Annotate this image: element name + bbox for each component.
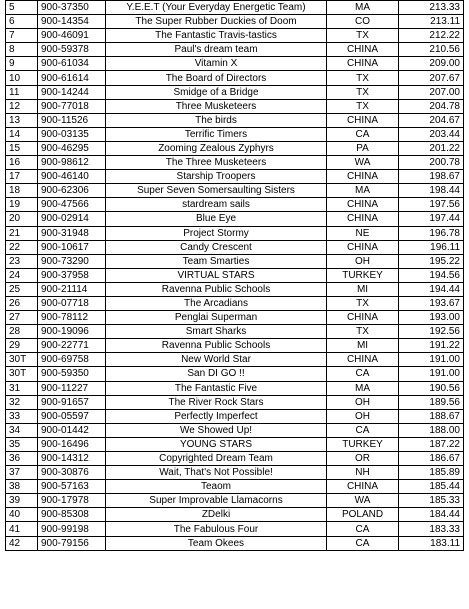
team-name-cell: Ravenna Public Schools — [106, 339, 327, 353]
location-cell: CHINA — [327, 353, 399, 367]
location-cell: MA — [327, 1, 399, 15]
rank-cell: 35 — [6, 437, 38, 451]
team-id-cell: 900-10617 — [38, 240, 106, 254]
rank-cell: 40 — [6, 508, 38, 522]
team-id-cell: 900-79156 — [38, 536, 106, 550]
score-cell: 204.78 — [399, 99, 464, 113]
location-cell: CHINA — [327, 113, 399, 127]
score-cell: 210.56 — [399, 43, 464, 57]
team-id-cell: 900-14312 — [38, 452, 106, 466]
team-id-cell: 900-69758 — [38, 353, 106, 367]
team-id-cell: 900-61034 — [38, 57, 106, 71]
team-id-cell: 900-16496 — [38, 437, 106, 451]
location-cell: TX — [327, 29, 399, 43]
location-cell: CO — [327, 15, 399, 29]
location-cell: TX — [327, 296, 399, 310]
team-name-cell: The Fantastic Travis-tastics — [106, 29, 327, 43]
location-cell: MA — [327, 184, 399, 198]
score-cell: 201.22 — [399, 141, 464, 155]
rank-cell: 37 — [6, 466, 38, 480]
score-cell: 197.44 — [399, 212, 464, 226]
table-row — [6, 325, 464, 339]
team-name-cell: The River Rock Stars — [106, 395, 327, 409]
team-id-cell: 900-37350 — [38, 1, 106, 15]
team-id-cell: 900-46140 — [38, 170, 106, 184]
score-cell: 195.22 — [399, 254, 464, 268]
location-cell: CHINA — [327, 240, 399, 254]
table-row — [6, 240, 464, 254]
rank-cell: 21 — [6, 226, 38, 240]
team-id-cell: 900-46295 — [38, 141, 106, 155]
team-id-cell: 900-61614 — [38, 71, 106, 85]
team-id-cell: 900-11227 — [38, 381, 106, 395]
rank-cell: 39 — [6, 494, 38, 508]
location-cell: PA — [327, 141, 399, 155]
team-id-cell: 900-85308 — [38, 508, 106, 522]
team-name-cell: Project Stormy — [106, 226, 327, 240]
team-id-cell: 900-91657 — [38, 395, 106, 409]
location-cell: WA — [327, 494, 399, 508]
table-row — [6, 71, 464, 85]
score-cell: 193.00 — [399, 311, 464, 325]
team-id-cell: 900-11526 — [38, 113, 106, 127]
team-name-cell: The Fantastic Five — [106, 381, 327, 395]
team-name-cell: stardream sails — [106, 198, 327, 212]
team-id-cell: 900-57163 — [38, 480, 106, 494]
table-row — [6, 212, 464, 226]
location-cell: CHINA — [327, 43, 399, 57]
team-name-cell: Vitamin X — [106, 57, 327, 71]
table-row — [6, 466, 464, 480]
team-name-cell: Ravenna Public Schools — [106, 282, 327, 296]
team-id-cell: 900-14354 — [38, 15, 106, 29]
team-name-cell: The Arcadians — [106, 296, 327, 310]
rank-cell: 30T — [6, 367, 38, 381]
team-id-cell: 900-47566 — [38, 198, 106, 212]
rank-cell: 12 — [6, 99, 38, 113]
table-row — [6, 57, 464, 71]
table-row — [6, 508, 464, 522]
rank-cell: 5 — [6, 1, 38, 15]
results-table-body — [6, 1, 464, 551]
table-row — [6, 170, 464, 184]
score-cell: 183.11 — [399, 536, 464, 550]
score-cell: 188.67 — [399, 409, 464, 423]
team-id-cell: 900-59378 — [38, 43, 106, 57]
score-cell: 200.78 — [399, 156, 464, 170]
team-id-cell: 900-03135 — [38, 127, 106, 141]
rank-cell: 17 — [6, 170, 38, 184]
team-name-cell: San DI GO !! — [106, 367, 327, 381]
score-cell: 191.00 — [399, 353, 464, 367]
score-cell: 185.33 — [399, 494, 464, 508]
location-cell: CHINA — [327, 212, 399, 226]
team-id-cell: 900-02914 — [38, 212, 106, 226]
score-cell: 189.56 — [399, 395, 464, 409]
table-row — [6, 268, 464, 282]
team-name-cell: Team Smarties — [106, 254, 327, 268]
team-id-cell: 900-01442 — [38, 423, 106, 437]
table-row — [6, 141, 464, 155]
team-id-cell: 900-62306 — [38, 184, 106, 198]
team-name-cell: Teaom — [106, 480, 327, 494]
rank-cell: 13 — [6, 113, 38, 127]
table-row — [6, 381, 464, 395]
table-row — [6, 437, 464, 451]
rank-cell: 18 — [6, 184, 38, 198]
location-cell: TX — [327, 85, 399, 99]
table-row — [6, 522, 464, 536]
location-cell: NE — [327, 226, 399, 240]
score-cell: 213.33 — [399, 1, 464, 15]
rank-cell: 36 — [6, 452, 38, 466]
team-name-cell: Super Improvable Llamacorns — [106, 494, 327, 508]
team-id-cell: 900-73290 — [38, 254, 106, 268]
score-cell: 188.00 — [399, 423, 464, 437]
table-row — [6, 127, 464, 141]
team-name-cell: Penglai Superman — [106, 311, 327, 325]
team-name-cell: We Showed Up! — [106, 423, 327, 437]
team-name-cell: The birds — [106, 113, 327, 127]
team-name-cell: Starship Troopers — [106, 170, 327, 184]
rank-cell: 8 — [6, 43, 38, 57]
team-name-cell: Wait, That's Not Possible! — [106, 466, 327, 480]
location-cell: MA — [327, 381, 399, 395]
score-cell: 209.00 — [399, 57, 464, 71]
location-cell: CHINA — [327, 480, 399, 494]
rank-cell: 9 — [6, 57, 38, 71]
score-cell: 203.44 — [399, 127, 464, 141]
location-cell: POLAND — [327, 508, 399, 522]
score-cell: 191.00 — [399, 367, 464, 381]
score-cell: 187.22 — [399, 437, 464, 451]
team-name-cell: Smidge of a Bridge — [106, 85, 327, 99]
rank-cell: 28 — [6, 325, 38, 339]
score-cell: 212.22 — [399, 29, 464, 43]
team-name-cell: VIRTUAL STARS — [106, 268, 327, 282]
score-cell: 192.56 — [399, 325, 464, 339]
rank-cell: 7 — [6, 29, 38, 43]
location-cell: OH — [327, 409, 399, 423]
rank-cell: 31 — [6, 381, 38, 395]
score-cell: 204.67 — [399, 113, 464, 127]
location-cell: OH — [327, 395, 399, 409]
rank-cell: 41 — [6, 522, 38, 536]
team-name-cell: YOUNG STARS — [106, 437, 327, 451]
rank-cell: 29 — [6, 339, 38, 353]
team-id-cell: 900-14244 — [38, 85, 106, 99]
team-name-cell: Perfectly Imperfect — [106, 409, 327, 423]
score-cell: 198.67 — [399, 170, 464, 184]
location-cell: CHINA — [327, 57, 399, 71]
team-id-cell: 900-07718 — [38, 296, 106, 310]
score-cell: 196.11 — [399, 240, 464, 254]
location-cell: NH — [327, 466, 399, 480]
table-row — [6, 156, 464, 170]
location-cell: TX — [327, 325, 399, 339]
team-name-cell: The Fabulous Four — [106, 522, 327, 536]
score-cell: 198.44 — [399, 184, 464, 198]
team-name-cell: Paul's dream team — [106, 43, 327, 57]
team-id-cell: 900-37958 — [38, 268, 106, 282]
table-row — [6, 423, 464, 437]
score-cell: 186.67 — [399, 452, 464, 466]
table-row — [6, 254, 464, 268]
table-row — [6, 480, 464, 494]
rank-cell: 30T — [6, 353, 38, 367]
rank-cell: 15 — [6, 141, 38, 155]
table-row — [6, 367, 464, 381]
rank-cell: 20 — [6, 212, 38, 226]
team-name-cell: Three Musketeers — [106, 99, 327, 113]
score-cell: 184.44 — [399, 508, 464, 522]
team-name-cell: Y.E.E.T (Your Everyday Energetic Team) — [106, 1, 327, 15]
rank-cell: 26 — [6, 296, 38, 310]
team-name-cell: The Board of Directors — [106, 71, 327, 85]
table-row — [6, 395, 464, 409]
team-id-cell: 900-31948 — [38, 226, 106, 240]
rank-cell: 38 — [6, 480, 38, 494]
team-name-cell: Smart Sharks — [106, 325, 327, 339]
score-cell: 191.22 — [399, 339, 464, 353]
location-cell: CA — [327, 127, 399, 141]
location-cell: CA — [327, 423, 399, 437]
team-id-cell: 900-22771 — [38, 339, 106, 353]
table-row — [6, 226, 464, 240]
table-row — [6, 409, 464, 423]
score-cell: 194.56 — [399, 268, 464, 282]
score-cell: 213.11 — [399, 15, 464, 29]
score-cell: 193.67 — [399, 296, 464, 310]
table-row — [6, 452, 464, 466]
score-cell: 190.56 — [399, 381, 464, 395]
table-row — [6, 296, 464, 310]
score-cell: 207.67 — [399, 71, 464, 85]
table-row — [6, 311, 464, 325]
location-cell: TX — [327, 71, 399, 85]
rank-cell: 11 — [6, 85, 38, 99]
table-row — [6, 113, 464, 127]
table-row — [6, 43, 464, 57]
rank-cell: 19 — [6, 198, 38, 212]
table-row — [6, 29, 464, 43]
table-row — [6, 536, 464, 550]
table-row — [6, 85, 464, 99]
team-name-cell: New World Star — [106, 353, 327, 367]
score-cell: 185.44 — [399, 480, 464, 494]
team-id-cell: 900-30876 — [38, 466, 106, 480]
team-name-cell: The Three Musketeers — [106, 156, 327, 170]
rank-cell: 23 — [6, 254, 38, 268]
score-cell: 197.56 — [399, 198, 464, 212]
location-cell: CHINA — [327, 170, 399, 184]
rank-cell: 34 — [6, 423, 38, 437]
location-cell: TURKEY — [327, 437, 399, 451]
rank-cell: 24 — [6, 268, 38, 282]
rank-cell: 25 — [6, 282, 38, 296]
table-row — [6, 282, 464, 296]
location-cell: CHINA — [327, 198, 399, 212]
table-row — [6, 99, 464, 113]
score-cell: 196.78 — [399, 226, 464, 240]
team-name-cell: Zooming Zealous Zyphyrs — [106, 141, 327, 155]
team-name-cell: ZDelki — [106, 508, 327, 522]
location-cell: TURKEY — [327, 268, 399, 282]
rank-cell: 27 — [6, 311, 38, 325]
location-cell: OH — [327, 254, 399, 268]
score-cell: 194.44 — [399, 282, 464, 296]
rank-cell: 32 — [6, 395, 38, 409]
location-cell: MI — [327, 339, 399, 353]
team-id-cell: 900-78112 — [38, 311, 106, 325]
location-cell: CA — [327, 522, 399, 536]
score-cell: 183.33 — [399, 522, 464, 536]
table-row — [6, 353, 464, 367]
location-cell: CHINA — [327, 311, 399, 325]
rank-cell: 42 — [6, 536, 38, 550]
table-row — [6, 15, 464, 29]
team-id-cell: 900-59350 — [38, 367, 106, 381]
location-cell: WA — [327, 156, 399, 170]
team-name-cell: Candy Crescent — [106, 240, 327, 254]
team-id-cell: 900-05597 — [38, 409, 106, 423]
location-cell: OR — [327, 452, 399, 466]
rank-cell: 22 — [6, 240, 38, 254]
team-id-cell: 900-98612 — [38, 156, 106, 170]
rank-cell: 6 — [6, 15, 38, 29]
table-row — [6, 1, 464, 15]
team-id-cell: 900-77018 — [38, 99, 106, 113]
team-name-cell: Copyrighted Dream Team — [106, 452, 327, 466]
rank-cell: 33 — [6, 409, 38, 423]
team-name-cell: The Super Rubber Duckies of Doom — [106, 15, 327, 29]
location-cell: CA — [327, 367, 399, 381]
team-name-cell: Terrific Timers — [106, 127, 327, 141]
rank-cell: 10 — [6, 71, 38, 85]
team-id-cell: 900-19096 — [38, 325, 106, 339]
location-cell: CA — [327, 536, 399, 550]
table-row — [6, 339, 464, 353]
location-cell: MI — [327, 282, 399, 296]
team-id-cell: 900-17978 — [38, 494, 106, 508]
table-row — [6, 198, 464, 212]
team-id-cell: 900-46091 — [38, 29, 106, 43]
team-name-cell: Super Seven Somersaulting Sisters — [106, 184, 327, 198]
table-row — [6, 184, 464, 198]
team-name-cell: Team Okees — [106, 536, 327, 550]
score-cell: 185.89 — [399, 466, 464, 480]
team-id-cell: 900-99198 — [38, 522, 106, 536]
team-name-cell: Blue Eye — [106, 212, 327, 226]
rank-cell: 16 — [6, 156, 38, 170]
location-cell: TX — [327, 99, 399, 113]
score-cell: 207.00 — [399, 85, 464, 99]
table-row — [6, 494, 464, 508]
team-id-cell: 900-21114 — [38, 282, 106, 296]
results-table — [5, 0, 464, 551]
rank-cell: 14 — [6, 127, 38, 141]
